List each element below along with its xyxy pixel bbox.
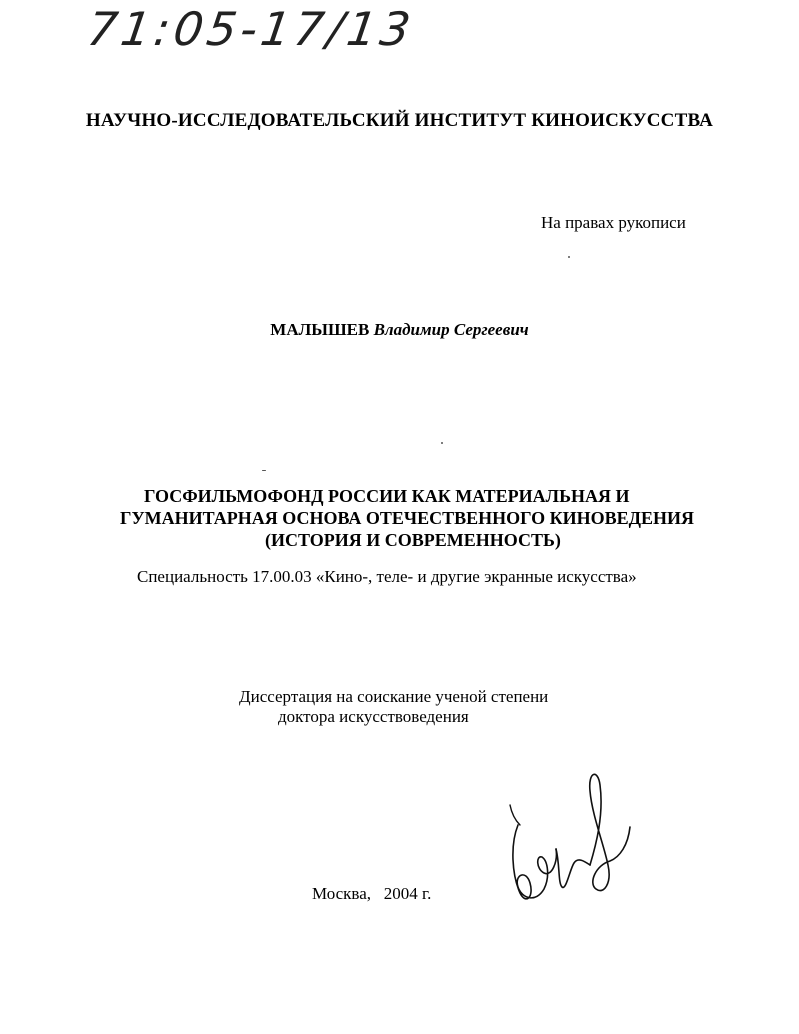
signature-image [500, 765, 640, 915]
city-year: Москва, 2004 г. [312, 884, 432, 903]
scan-speck [568, 256, 570, 258]
archive-code: 71:05-17/13 [84, 2, 418, 56]
author-name [0, 320, 799, 340]
specialty-line: Специальность 17.00.03 «Кино-, теле- и другие экранные искусства» [137, 567, 637, 586]
thesis-title-line-1: ГОСФИЛЬМОФОНД РОССИИ КАК МАТЕРИАЛЬНАЯ И [144, 486, 630, 506]
author-surname: МАЛЫШЕВ [270, 320, 370, 339]
degree-line-2: доктора искусствоведения [278, 707, 469, 726]
manuscript-note: На правах рукописи [541, 213, 686, 232]
author-given-names: Владимир Сергеевич [373, 320, 529, 339]
institute-name: НАУЧНО-ИССЛЕДОВАТЕЛЬСКИЙ ИНСТИТУТ КИНОИСКУССТВА [85, 110, 714, 131]
degree-line-1: Диссертация на соискание ученой степени [239, 687, 549, 706]
scan-speck [262, 470, 266, 471]
thesis-title-line-2: ГУМАНИТАРНАЯ ОСНОВА ОТЕЧЕСТВЕННОГО КИНОВЕДЕНИЯ [120, 508, 695, 528]
scan-speck [441, 442, 443, 444]
thesis-title-line-3: (ИСТОРИЯ И СОВРЕМЕННОСТЬ) [265, 530, 561, 550]
